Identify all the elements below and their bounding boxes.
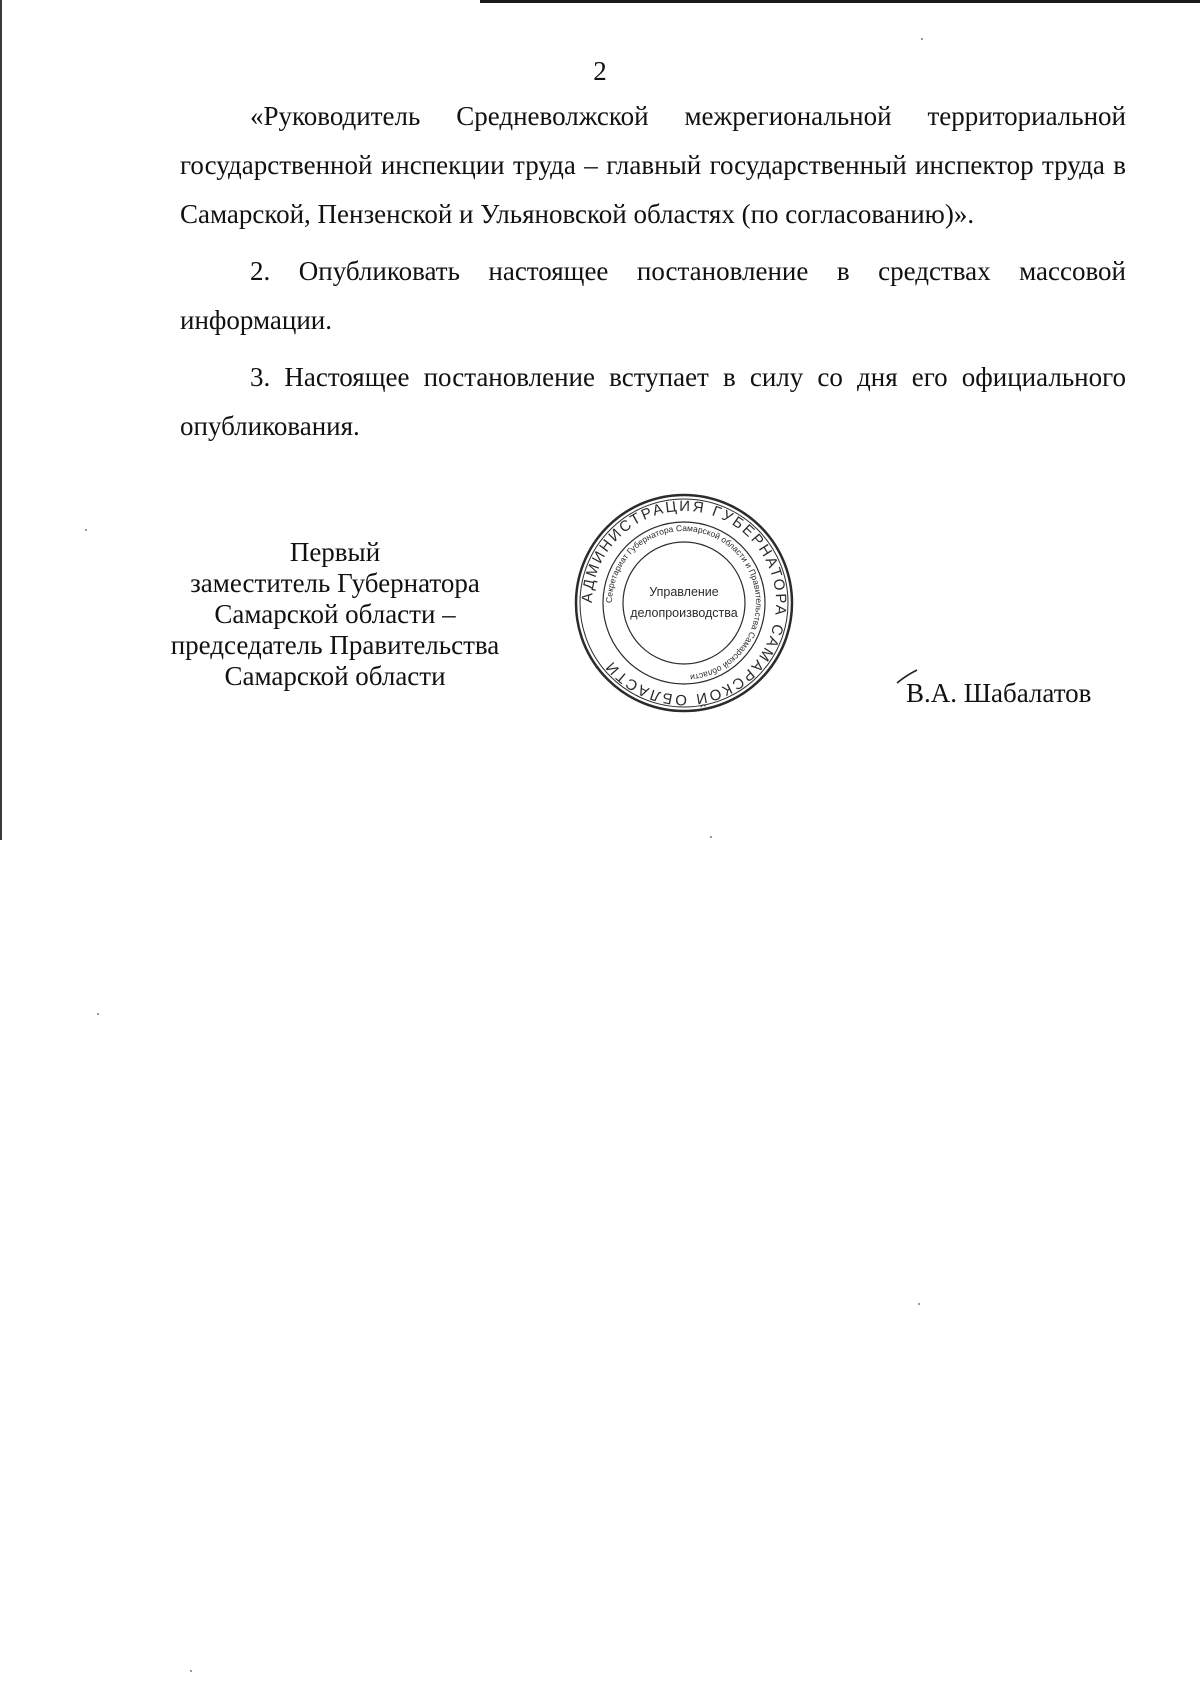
scan-speck: [85, 529, 87, 531]
stamp-center-line: Управление: [649, 585, 719, 599]
stamp-seal-icon: [573, 492, 795, 714]
paragraph-effective: 3. Настоящее постановление вступает в силу со дня его официального опубликования.: [180, 362, 1126, 441]
signatory-title-line: председатель Правительства: [170, 630, 500, 660]
scan-speck: [710, 836, 712, 838]
signatory-title-line: Первый: [289, 537, 381, 567]
signatory-title-line: заместитель Губернатора: [190, 568, 480, 598]
scan-top-border: [480, 0, 1200, 3]
paragraph-amendment: «Руководитель Средневолжской межрегиональной территориальной государственной инспекции труда – главный государственный инспектор труда в Самарской, Пензенской и Ульяновской областях (по согласованию)».: [180, 101, 1126, 229]
stamp-center-line: делопроизводства: [630, 606, 738, 620]
scan-speck: [97, 1013, 99, 1015]
official-stamp: [573, 492, 795, 714]
scan-speck: [921, 38, 923, 40]
stamp-outer-text: АДМИНИСТРАЦИЯ ГУБЕРНАТОРА САМАРСКОЙ ОБЛАСТИ: [578, 497, 790, 709]
paragraph-publish: 2. Опубликовать настоящее постановление в средствах массовой информации.: [180, 256, 1126, 335]
signatory-name: В.А. Шабалатов: [906, 678, 1092, 708]
stamp-inner-text: Секретариат Губернатора Самарской области и Правительства Самарской области: [603, 522, 765, 683]
document-body: [180, 92, 1126, 459]
signatory-title-line: Самарской области: [224, 661, 446, 691]
scan-speck: [190, 1670, 192, 1672]
scan-left-border: [0, 0, 2, 840]
signatory-title-line: Самарской области –: [214, 599, 456, 629]
page-number: 2: [593, 56, 607, 86]
scan-speck: [918, 1303, 920, 1305]
signatory-title: [150, 537, 520, 692]
